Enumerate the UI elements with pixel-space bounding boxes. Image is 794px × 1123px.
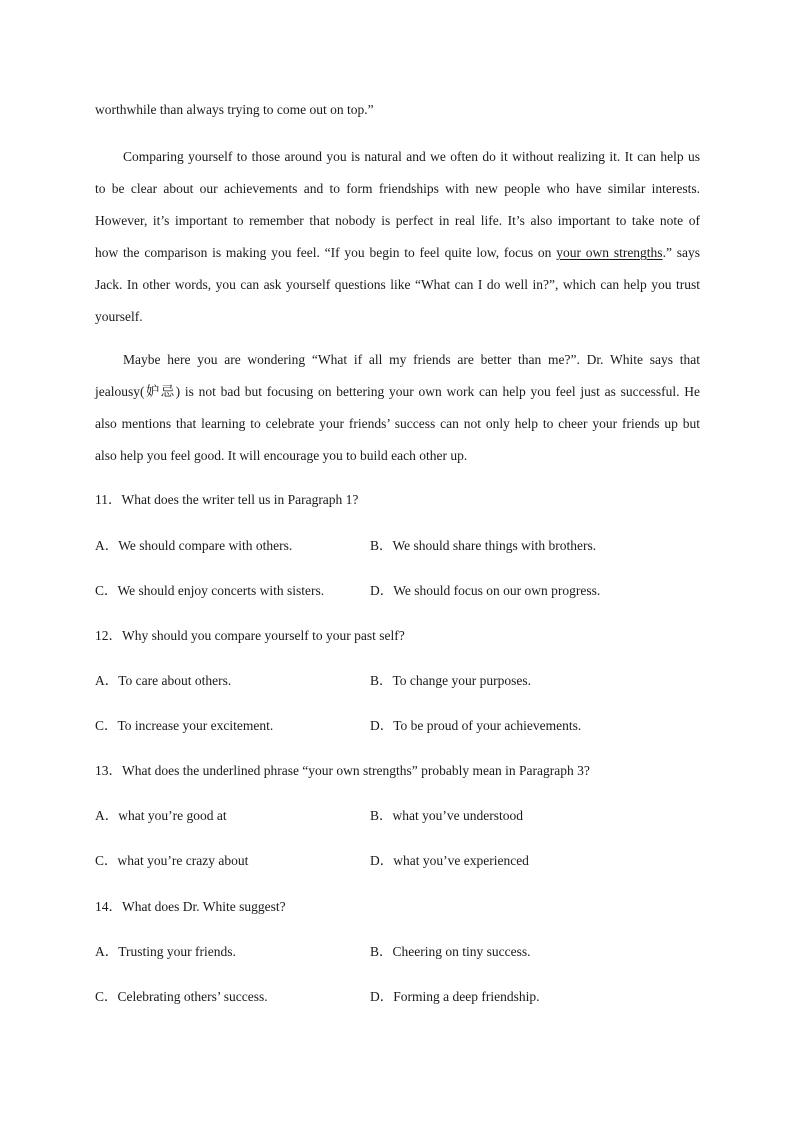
passage-line: yourself. [95,309,143,324]
option-b[interactable]: B．Cheering on tiny success. [370,944,531,959]
option-a[interactable]: A．Trusting your friends. [95,944,236,959]
passage-line: However, it’s important to remember that nobody is perfect in real life. It’s also important to take note of [95,213,700,228]
passage-line: to be clear about our achievements and to form friendships with new people who have similar interests. [95,181,700,196]
passage-line: Comparing yourself to those around you is natural and we often do it without realizing it. It can help us [123,149,700,164]
passage-line: jealousy(妒忌) is not bad but focusing on bettering your own work can help you feel just as successful. He [95,384,700,399]
option-c[interactable]: C．what you’re crazy about [95,853,249,868]
option-c[interactable]: C．We should enjoy concerts with sisters. [95,583,325,598]
paragraph-dr-white [95,344,700,472]
passage-line: worthwhile than always trying to come out on top.” [95,102,374,117]
passage-line: also help you feel good. It will encourage you to build each other up. [95,448,468,463]
passage-line-with-underline [95,237,700,269]
question-stem: 14．What does Dr. White suggest? [95,899,286,914]
question-stem: 13．What does the underlined phrase “your own strengths” probably mean in Paragraph 3? [95,763,590,778]
option-c[interactable]: C．To increase your excitement. [95,718,274,733]
underlined-phrase: your own strengths [556,245,663,260]
option-b[interactable]: B．We should share things with brothers. [370,538,597,553]
passage-line: Jack. In other words, you can ask yourself questions like “What can I do well in?”, which can help you trust [95,277,700,292]
option-a[interactable]: A．We should compare with others. [95,538,293,553]
paragraph-comparing [95,141,700,333]
option-d[interactable]: D．Forming a deep friendship. [370,989,540,1004]
question-stem: 11．What does the writer tell us in Paragraph 1? [95,492,359,507]
option-b[interactable]: B．To change your purposes. [370,673,532,688]
option-b[interactable]: B．what you’ve understood [370,808,523,823]
option-d[interactable]: D．To be proud of your achievements. [370,718,582,733]
passage-text: .” says [662,245,700,260]
option-a[interactable]: A．what you’re good at [95,808,227,823]
question-stem: 12．Why should you compare yourself to your past self? [95,628,405,643]
option-d[interactable]: D．what you’ve experienced [370,853,529,868]
passage-line: also mentions that learning to celebrate your friends’ success can not only help to cheer your friends up but [95,416,700,431]
passage-text: how the comparison is making you feel. “If you begin to feel quite low, focus on [95,245,552,260]
option-a[interactable]: A．To care about others. [95,673,232,688]
option-d[interactable]: D．We should focus on our own progress. [370,583,601,598]
option-c[interactable]: C．Celebrating others’ success. [95,989,268,1004]
passage-line: Maybe here you are wondering “What if all my friends are better than me?”. Dr. White says that [123,352,700,367]
